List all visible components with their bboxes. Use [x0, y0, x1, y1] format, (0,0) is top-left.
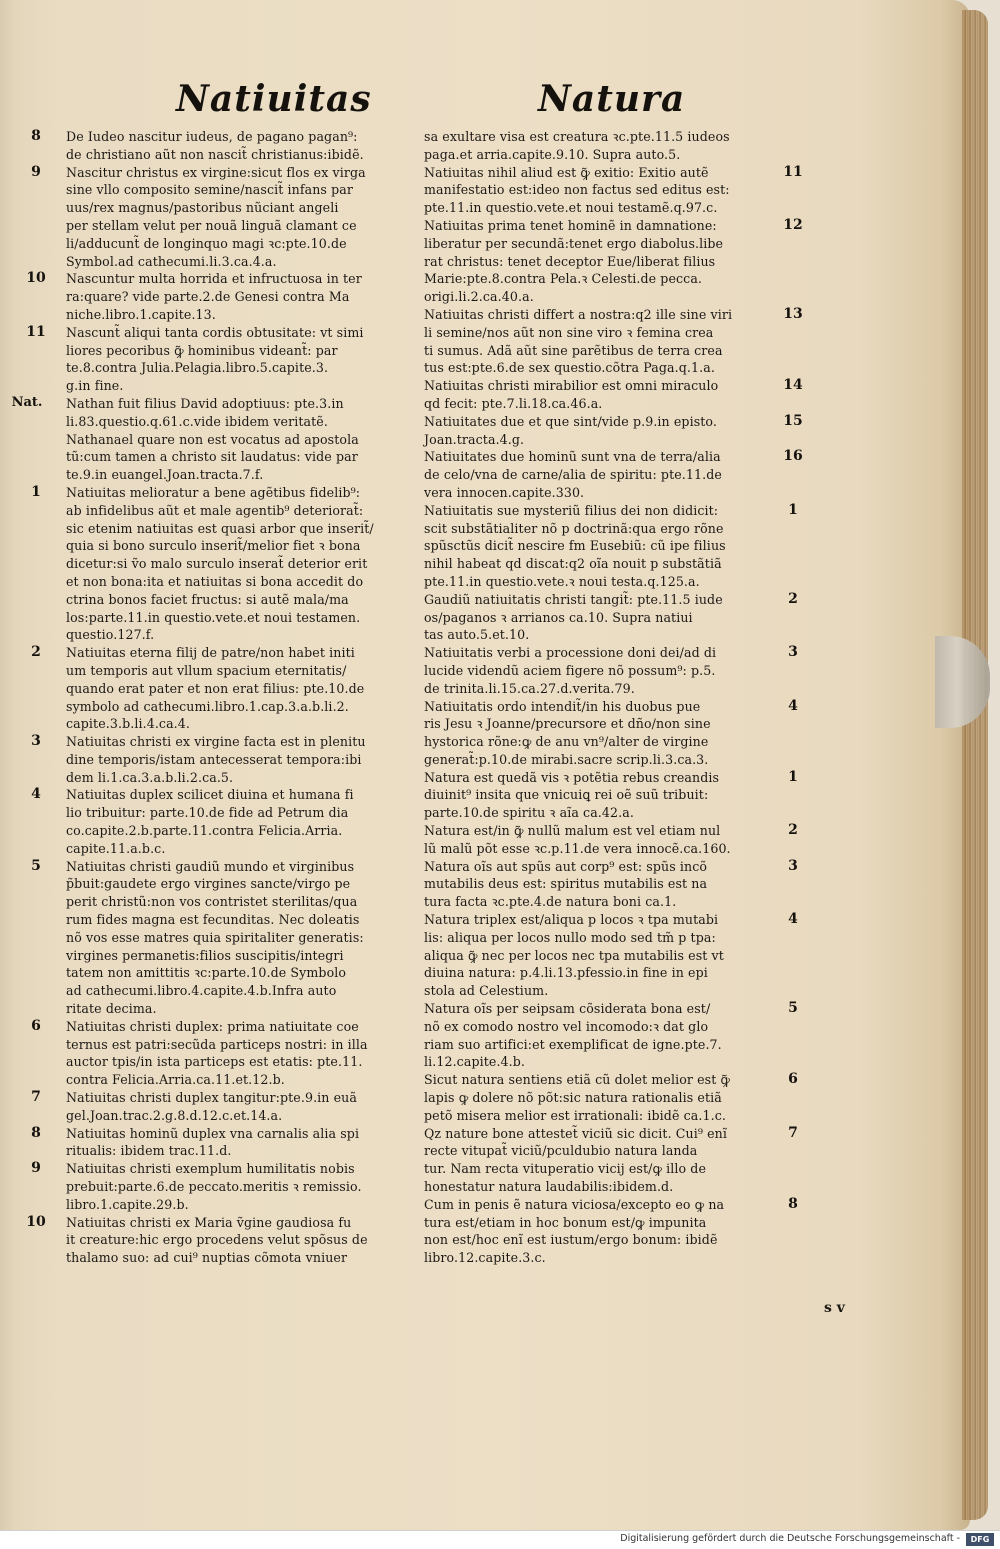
- entry-text: Gaudiũ natiuitatis christi tangit̃: pte.11.5 iude os/paganos ꝛ arrianos ca.10. Supra natiui tas auto.5.et.10.: [424, 591, 723, 643]
- entry-number: 8: [31, 128, 41, 144]
- entry-number: 11: [26, 323, 46, 340]
- entry-number: 7: [788, 1124, 798, 1141]
- entry-number: 10: [26, 1213, 46, 1230]
- entry-number: 2: [788, 590, 798, 607]
- index-entry: [420, 1125, 985, 1196]
- index-entry: [420, 413, 985, 449]
- index-entry: [0, 644, 420, 733]
- index-entry: [0, 431, 420, 484]
- entry-text: Natiuitatis ordo intendit̃/in his duobus pue ris Jesu ꝛ Joanne/precursore et dño/non sine hystorica rõne:ꝙ de anu vn⁹/alter de virgine generat̃:p.10.de mirabi.sacre scrip.li.3.ca.3.: [424, 698, 711, 767]
- entry-text: Cum in penis ẽ natura viciosa/excepto eo ꝙ na tura est/etiam in hoc bonum est/ꝙ impunita non est/hoc enĩ est iustum/ergo bonum: ibidẽ libro.12.capite.3.c.: [424, 1196, 725, 1266]
- footer-bar: [0, 1530, 1000, 1549]
- entry-text: Natiuitas christi ex Maria ṽgine gaudiosa fu it creature:hic ergo procedens velut spõsus de thalamo suo: ad cui⁹ nuptias cõmota vniuer: [66, 1214, 368, 1266]
- entry-number: 12: [783, 216, 803, 233]
- index-entry: [420, 1196, 985, 1267]
- entry-text: Natura oĩs aut spũs aut corp⁹ est: spũs incõ mutabilis deus est: spiritus mutabilis est na tura facta ꝛc.pte.4.de natura boni ca.1.: [424, 858, 708, 910]
- entry-text: Natiuitas duplex scilicet diuina et humana fi lio tribuitur: parte.10.de fide ad Petrum dia co.capite.2.b.parte.11.contra Felicia.Arria. capite.11.a.b.c.: [66, 787, 354, 856]
- entry-text: Natiuitas hominũ duplex vna carnalis alia spi ritualis: ibidem trac.11.d.: [66, 1125, 360, 1159]
- index-entry: [420, 448, 985, 501]
- entry-number: 4: [788, 697, 798, 714]
- entry-number: 13: [783, 305, 803, 322]
- index-entry: [420, 1071, 985, 1124]
- index-entry: [420, 858, 985, 911]
- index-entry: [420, 217, 985, 306]
- entry-text: Natiuitas christi exemplum humilitatis nobis prebuit:parte.6.de peccato.meritis ꝛ remissio. libro.1.capite.29.b.: [66, 1161, 362, 1212]
- entry-number: 4: [31, 786, 41, 803]
- entry-number: 15: [783, 412, 803, 429]
- index-entry: [420, 591, 985, 644]
- entry-number: 3: [788, 644, 798, 661]
- index-entry: [420, 502, 985, 591]
- entry-number: 1: [31, 483, 41, 500]
- entry-number: 14: [783, 377, 803, 394]
- entry-text: sa exultare visa est creatura ꝛc.pte.11.5 iudeos paga.et arria.capite.9.10. Supra auto.5.: [424, 129, 730, 162]
- entry-text: Sicut natura sentiens etiã cũ dolet melior est ꝙ̃ lapis ꝙ dolere nõ põt:sic natura rationalis etiã petõ misera melior est irrationali: ibidẽ ca.1.c.: [424, 1072, 731, 1123]
- index-entry: [0, 1214, 420, 1267]
- entry-text: Natiuitas christi gaudiũ mundo et virginibus p̃buit:gaudete ergo virgines sancte/virgo pe perit christũ:non vos contristet sterilitas/qua rum fides magna est fecunditas. Nec doleatis nõ vos esse matres quia spiritaliter generatis: virgines permanetis:filios suscipitis/integri tatem non amittitis ꝛc:parte.10.de Symbolo ad cathecumi.libro.4.capite.4.b.Infra auto ritate decima.: [66, 858, 364, 1017]
- entry-number: 5: [788, 1000, 798, 1017]
- index-entry: [420, 822, 985, 858]
- index-entry: [0, 733, 420, 786]
- entry-number: 7: [31, 1089, 41, 1106]
- index-entry: [420, 1000, 985, 1071]
- index-entry: [0, 1160, 420, 1213]
- entry-text: Natiuitates due hominũ sunt vna de terra/alia de celo/vna de carne/alia de spiritu: pte.11.de vera innocen.capite.330.: [424, 449, 722, 500]
- index-entry: [0, 786, 420, 857]
- index-entry: [0, 1125, 420, 1161]
- index-entry: [420, 128, 985, 164]
- entry-text: Natiuitas christi duplex tangitur:pte.9.in euã gel.Joan.trac.2.g.8.d.12.c.et.14.a.: [66, 1090, 357, 1123]
- footer-credit: Digitalisierung gefördert durch die Deutsche Forschungsgemeinschaft -: [620, 1533, 960, 1544]
- entry-text: Nathanael quare non est vocatus ad apostola tũ:cum tamen a christo sit laudatus: vide par te.9.in euangel.Joan.tracta.7.f.: [66, 431, 359, 483]
- index-entry: [420, 698, 985, 769]
- index-entry: [0, 270, 420, 323]
- entry-text: Natiuitatis verbi a processione doni dei/ad di lucide videndũ aciem figere nõ possum⁹: p.5. de trinita.li.15.ca.27.d.verita.79.: [424, 645, 717, 696]
- entry-text: Natiuitas melioratur a bene agẽtibus fidelib⁹: ab infidelibus aũt et male agentib⁹ deteriorat̃: sic etenim natiuitas est quasi arbor que inserit̃/ quia si bono surculo inserit̃/melior fiet ꝛ bona dicetur:si ṽo malo surculo inserat̃ deterior erit et non bona:ita et natiuitas si bona accedit do ctrina bonos faciet fructus: si autẽ mala/ma los:parte.11.in questio.vete.et noui testamen. questio.127.f.: [66, 484, 374, 643]
- entry-number: 6: [31, 1017, 41, 1034]
- entry-number: 3: [31, 733, 41, 750]
- dfg-logo: DFG: [966, 1533, 994, 1546]
- entry-number: 9: [31, 163, 41, 180]
- index-entry: [420, 306, 985, 377]
- entry-text: Natiuitas christi mirabilior est omni miraculo qd fecit: pte.7.li.18.ca.46.a.: [424, 378, 719, 411]
- left-heading: Natiuitas: [176, 78, 372, 120]
- entry-text: Nascitur christus ex virgine:sicut flos ex virga sine vllo composito semine/nascit̃ infans par uus/rex magnus/pastoribus nũciant angeli per stellam velut per nouã linguã clamant ce li/adducunt̃ de longinquo magi ꝛc:pte.10.de Symbol.ad cathecumi.li.3.ca.4.a.: [66, 164, 366, 269]
- entry-text: Natiuitas christi differt a nostra:q2 ille sine viri li semine/nos aũt non sine viro ꝛ femina crea ti sumus. Adã aũt sine parẽtibus de terra crea tus est:pte.6.de sex questio.cõtra Paga.q.1.a.: [424, 306, 733, 376]
- entry-number: 11: [783, 163, 803, 180]
- entry-text: Natiuitas christi ex virgine facta est in plenitu dine temporis/istam antecesserat tempora:ibi dem li.1.ca.3.a.b.li.2.ca.5.: [66, 734, 366, 785]
- entry-number: 8: [31, 1124, 41, 1141]
- entry-text: Nathan fuit filius David adoptiuus: pte.3.in li.83.questio.q.61.c.vide ibidem veritatẽ.: [66, 395, 344, 429]
- right-heading: Natura: [538, 78, 686, 120]
- left-column: [0, 128, 420, 1267]
- index-entry: [420, 769, 985, 822]
- entry-text: Natiuitas christi duplex: prima natiuitate coe ternus est patri:secũda particeps nostri: in illa auctor tpis/in ista particeps est etatis: pte.11. contra Felicia.Arria.ca.11.et.12.b.: [66, 1018, 368, 1088]
- entry-text: Natura oĩs per seipsam cõsiderata bona est/ nõ ex comodo nostro vel incomodo:ꝛ dat glo riam suo artifici:et exemplificat de igne.pte.7. li.12.capite.4.b.: [424, 1001, 722, 1070]
- entry-number: 1: [788, 768, 798, 785]
- entry-number: 16: [783, 448, 803, 465]
- entry-number: Nat.: [11, 394, 43, 410]
- entry-text: Natura est/in ꝙ̃ nullũ malum est vel etiam nul lũ malũ põt esse ꝛc.p.11.de vera innocẽ.ca.160.: [424, 823, 731, 856]
- index-entry: [0, 1018, 420, 1089]
- entry-number: 10: [26, 270, 46, 287]
- entry-number: 6: [788, 1071, 798, 1088]
- entry-text: Natiuitatis sue mysteriũ filius dei non didicit: scit substãtialiter nõ p doctrinã:qua ergo rõne spũsctũs dicit̃ nescire fm Eusebiũ: cũ ipe filius nihil habeat qd discat:q2 oĩa nouit p substãtiã pte.11.in questio.vete.ꝛ noui testa.q.125.a.: [424, 502, 726, 589]
- entry-number: 2: [788, 822, 798, 839]
- right-column: [420, 128, 985, 1267]
- index-entry: [0, 128, 420, 164]
- entry-number: 5: [31, 857, 41, 874]
- entry-text: Natiuitas eterna filij de patre/non habet initi um temporis aut vllum spacium eternitatis/ quando erat pater et non erat filius: pte.10.de symbolo ad cathecumi.libro.1.cap.3.a.b.li.2. capite.3.b.li.4.ca.4.: [66, 645, 365, 732]
- index-entry: [0, 484, 420, 644]
- entry-text: Natiuitas nihil aliud est ꝙ̃ exitio: Exitio autẽ manifestatio est:ideo non factus sed editus est: pte.11.in questio.vete.et noui testamẽ.q.97.c.: [424, 164, 730, 216]
- entry-text: Nascunt̃ aliqui tanta cordis obtusitate: vt simi liores pecoribus ꝙ̃ hominibus videant̃: par te.8.contra Julia.Pelagia.libro.5.capite.3. g.in fine.: [66, 324, 364, 394]
- index-entry: [0, 858, 420, 1018]
- index-entry: [420, 164, 985, 217]
- signature-mark: s v: [824, 1300, 845, 1316]
- entry-text: Qz nature bone attestet̃ viciũ sic dicit. Cui⁹ enĩ recte vitupat̃ viciũ/pculdubio natura landa tur. Nam recta vituperatio vicij est/ꝙ illo de honestatur natura laudabilis:ibidem.d.: [424, 1125, 728, 1195]
- entry-number: 1: [788, 501, 798, 518]
- entry-number: 9: [31, 1160, 41, 1177]
- entry-text: Natura est quedã vis ꝛ potẽtia rebus creandis diuinit⁹ insita que vnicuiꝗ rei oẽ suũ tribuit: parte.10.de spiritu ꝛ aĩa ca.42.a.: [424, 769, 720, 821]
- entry-number: 4: [788, 911, 798, 928]
- entry-text: Natura triplex est/aliqua p locos ꝛ tpa mutabi lis: aliqua per locos nullo modo sed tm̃ p tpa: aliqua ꝙ̃ nec per locos nec tpa mutabilis est vt diuina natura: p.4.li.13.pfessio.in fine in epi stola ad Celestium.: [424, 912, 724, 999]
- index-entry: [0, 164, 420, 271]
- index-entry: [420, 377, 985, 413]
- index-entry: [0, 1089, 420, 1125]
- index-entry: [420, 644, 985, 697]
- index-entry: [0, 395, 420, 431]
- entry-text: De Iudeo nascitur iudeus, de pagano pagan⁹: de christiano aũt non nascit̃ christianus:ibidẽ.: [66, 129, 364, 162]
- entry-number: 2: [31, 644, 41, 661]
- index-entry: [0, 324, 420, 395]
- entry-text: Nascuntur multa horrida et infructuosa in ter ra:quare? vide parte.2.de Genesi contra Ma niche.libro.1.capite.13.: [66, 271, 362, 322]
- entry-number: 8: [788, 1195, 798, 1212]
- entry-text: Natiuitas prima tenet hominẽ in damnatione: liberatur per secundã:tenet ergo diabolus.libe rat christus: tenet deceptor Eue/liberat filius Marie:pte.8.contra Pela.ꝛ Celesti.de pecca. origi.li.2.ca.40.a.: [424, 217, 724, 305]
- entry-text: Natiuitates due et que sint/vide p.9.in episto. Joan.tracta.4.g.: [424, 413, 717, 447]
- index-entry: [420, 911, 985, 1000]
- entry-number: 3: [788, 857, 798, 874]
